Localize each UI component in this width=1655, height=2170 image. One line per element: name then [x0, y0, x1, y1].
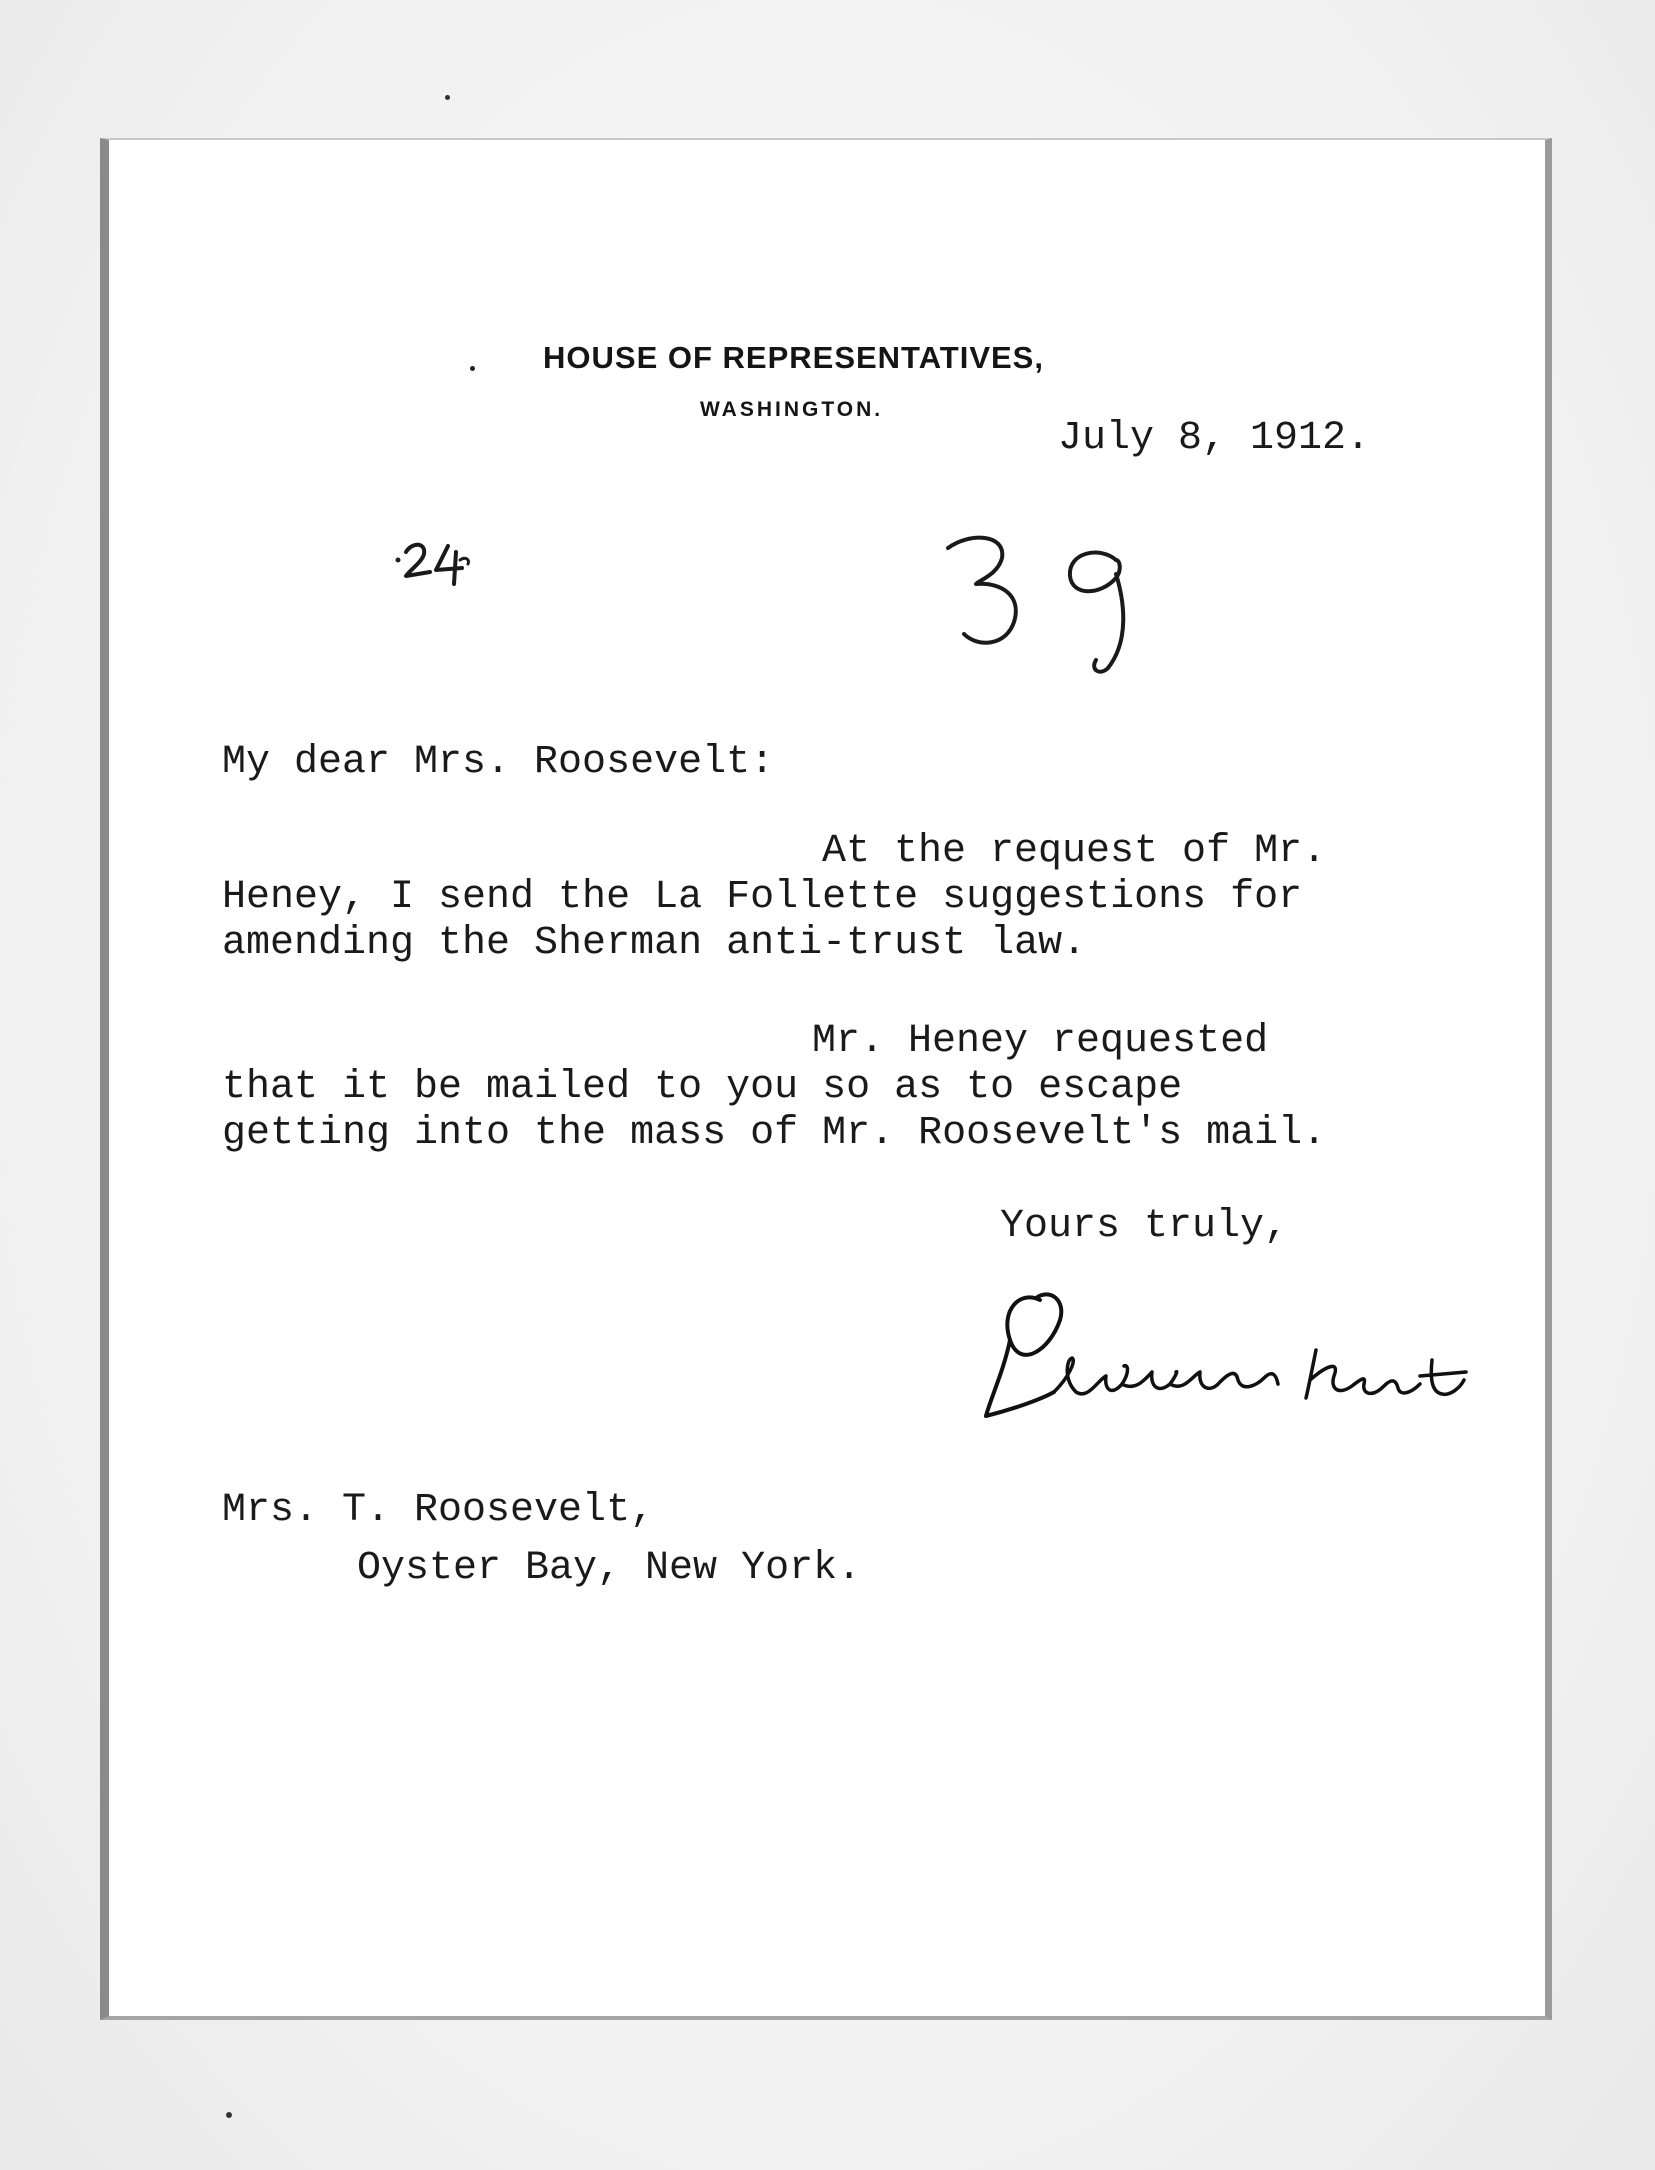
body-paragraph-2 — [222, 1019, 1326, 1157]
letterhead-title: HOUSE OF REPRESENTATIVES, — [543, 340, 1044, 375]
addressee-name: Mrs. T. Roosevelt, — [222, 1488, 655, 1533]
letterhead-dot — [470, 366, 475, 371]
addressee-block — [222, 1482, 861, 1598]
handwritten-file-mark — [392, 530, 522, 590]
dust-speck — [226, 2112, 232, 2118]
body-line: Mr. Heney requested — [812, 1019, 1269, 1064]
body-line: At the request of Mr. — [822, 829, 1327, 874]
addressee-location: Oyster Bay, New York. — [357, 1546, 862, 1591]
body-paragraph-1 — [222, 829, 1326, 967]
handwritten-file-number — [940, 530, 1180, 680]
letter-date: July 8, 1912. — [1058, 416, 1371, 461]
body-line: getting into the mass of Mr. Roosevelt's mail. — [222, 1111, 1327, 1156]
handwritten-signature — [980, 1280, 1520, 1440]
body-line: Heney, I send the La Follette suggestions for — [222, 875, 1303, 920]
salutation: My dear Mrs. Roosevelt: — [222, 740, 775, 785]
body-line: that it be mailed to you so as to escape — [222, 1065, 1183, 1110]
body-line: amending the Sherman anti-trust law. — [222, 921, 1087, 966]
letterhead-city: WASHINGTON. — [700, 398, 884, 421]
closing: Yours truly, — [1000, 1204, 1289, 1249]
dust-speck — [445, 95, 450, 100]
